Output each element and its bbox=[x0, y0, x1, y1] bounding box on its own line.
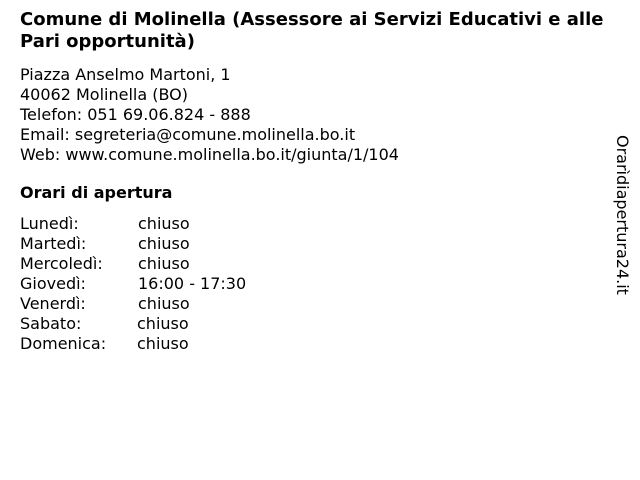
hours-value: chiuso bbox=[138, 234, 190, 253]
email-address: Email: segreteria@comune.molinella.bo.it bbox=[20, 125, 356, 144]
phone-number: Telefon: 051 69.06.824 - 888 bbox=[20, 105, 251, 124]
street-address: Piazza Anselmo Martoni, 1 bbox=[20, 65, 231, 84]
opening-hours-heading: Orari di apertura bbox=[20, 183, 173, 202]
hours-value: 16:00 - 17:30 bbox=[138, 274, 247, 293]
day-label: Mercoledì: bbox=[20, 254, 103, 273]
day-label: Giovedì: bbox=[20, 274, 86, 293]
hours-value: chiuso bbox=[137, 314, 189, 333]
day-label: Lunedì: bbox=[20, 214, 79, 233]
page-title: Comune di Molinella (Assessore ai Servizi Educativi e alle Pari opportunità) bbox=[20, 9, 604, 52]
hours-value: chiuso bbox=[138, 254, 190, 273]
day-label: Sabato: bbox=[20, 314, 82, 333]
website-url: Web: www.comune.molinella.bo.it/giunta/1/104 bbox=[20, 145, 399, 164]
day-label: Venerdì: bbox=[20, 294, 86, 313]
hours-value: chiuso bbox=[138, 214, 190, 233]
city-address: 40062 Molinella (BO) bbox=[20, 85, 189, 104]
site-watermark: Orarìdiapertura24.it bbox=[613, 135, 632, 295]
hours-value: chiuso bbox=[138, 294, 190, 313]
day-label: Martedì: bbox=[20, 234, 87, 253]
address-block bbox=[20, 65, 399, 165]
day-label: Domenica: bbox=[20, 334, 107, 353]
hours-value: chiuso bbox=[137, 334, 189, 353]
